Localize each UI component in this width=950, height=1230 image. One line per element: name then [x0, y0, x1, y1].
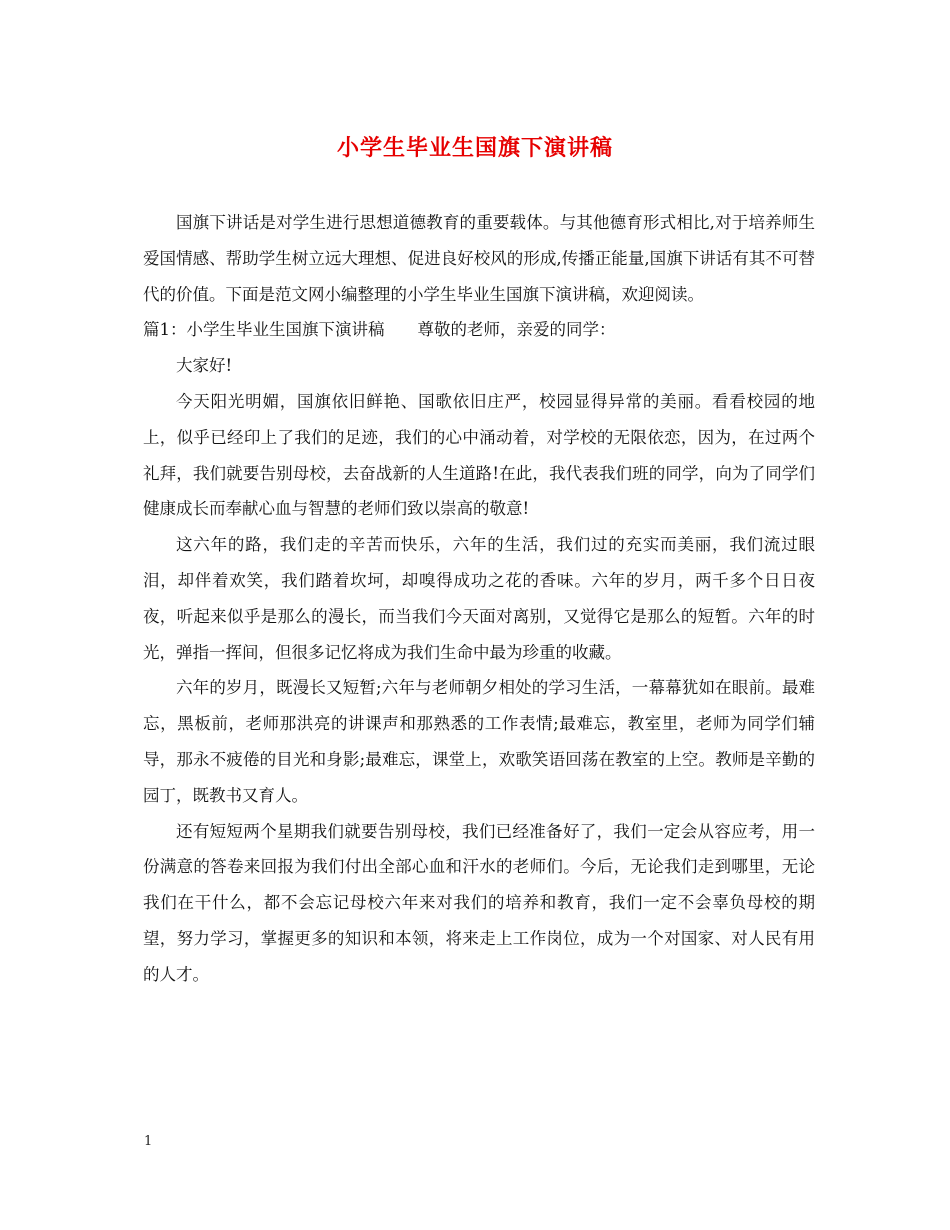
section-heading-paragraph: 篇1：小学生毕业生国旗下演讲稿 尊敬的老师，亲爱的同学： — [143, 320, 616, 340]
body-paragraph: 还有短短两个星期我们就要告别母校，我们已经准备好了，我们一定会从容应考，用一份满意的答卷来回报为我们付出全部心血和汗水的老师们。今后，无论我们走到哪里，无论我们在干什么，都不会忘记母校六年来对我们的培养和教育，我们一定不会辜负母校的期望，努力学习，掌握更多的知识和本领，将来走上工作岗位，成为一个对国家、对人民有用的人才。 — [143, 821, 815, 984]
greeting-paragraph: 大家好! — [176, 356, 233, 376]
intro-paragraph: 国旗下讲话是对学生进行思想道德教育的重要载体。与其他德育形式相比,对于培养师生爱国情感、帮助学生树立远大理想、促进良好校风的形成,传播正能量,国旗下讲话有其不可替代的价值。下面是范文网小编整理的小学生毕业生国旗下演讲稿，欢迎阅读。 — [143, 213, 815, 304]
body-paragraph: 六年的岁月，既漫长又短暂;六年与老师朝夕相处的学习生活，一幕幕犹如在眼前。最难忘，黑板前，老师那洪亮的讲课声和那熟悉的工作表情;最难忘，教室里，老师为同学们辅导，那永不疲倦的目光和身影;最难忘，课堂上，欢歌笑语回荡在教室的上空。教师是辛勤的园丁，既教书又育人。 — [143, 678, 815, 805]
body-paragraph: 这六年的路，我们走的辛苦而快乐，六年的生活，我们过的充实而美丽，我们流过眼泪，却伴着欢笑，我们踏着坎坷，却嗅得成功之花的香味。六年的岁月，两千多个日日夜夜，听起来似乎是那么的漫长，而当我们今天面对离别，又觉得它是那么的短暂。六年的时光，弹指一挥间，但很多记忆将成为我们生命中最为珍重的收藏。 — [143, 535, 815, 662]
document-body — [143, 205, 815, 993]
body-paragraph: 今天阳光明媚，国旗依旧鲜艳、国歌依旧庄严，校园显得异常的美丽。看看校园的地上，似乎已经印上了我们的足迹，我们的心中涌动着，对学校的无限依恋，因为，在过两个礼拜，我们就要告别母校，去奋战新的人生道路!在此，我代表我们班的同学，向为了同学们健康成长而奉献心血与智慧的老师们致以崇高的敬意! — [143, 391, 815, 519]
document-title: 小学生毕业生国旗下演讲稿 — [336, 135, 613, 161]
page-number: 1 — [144, 1134, 153, 1149]
